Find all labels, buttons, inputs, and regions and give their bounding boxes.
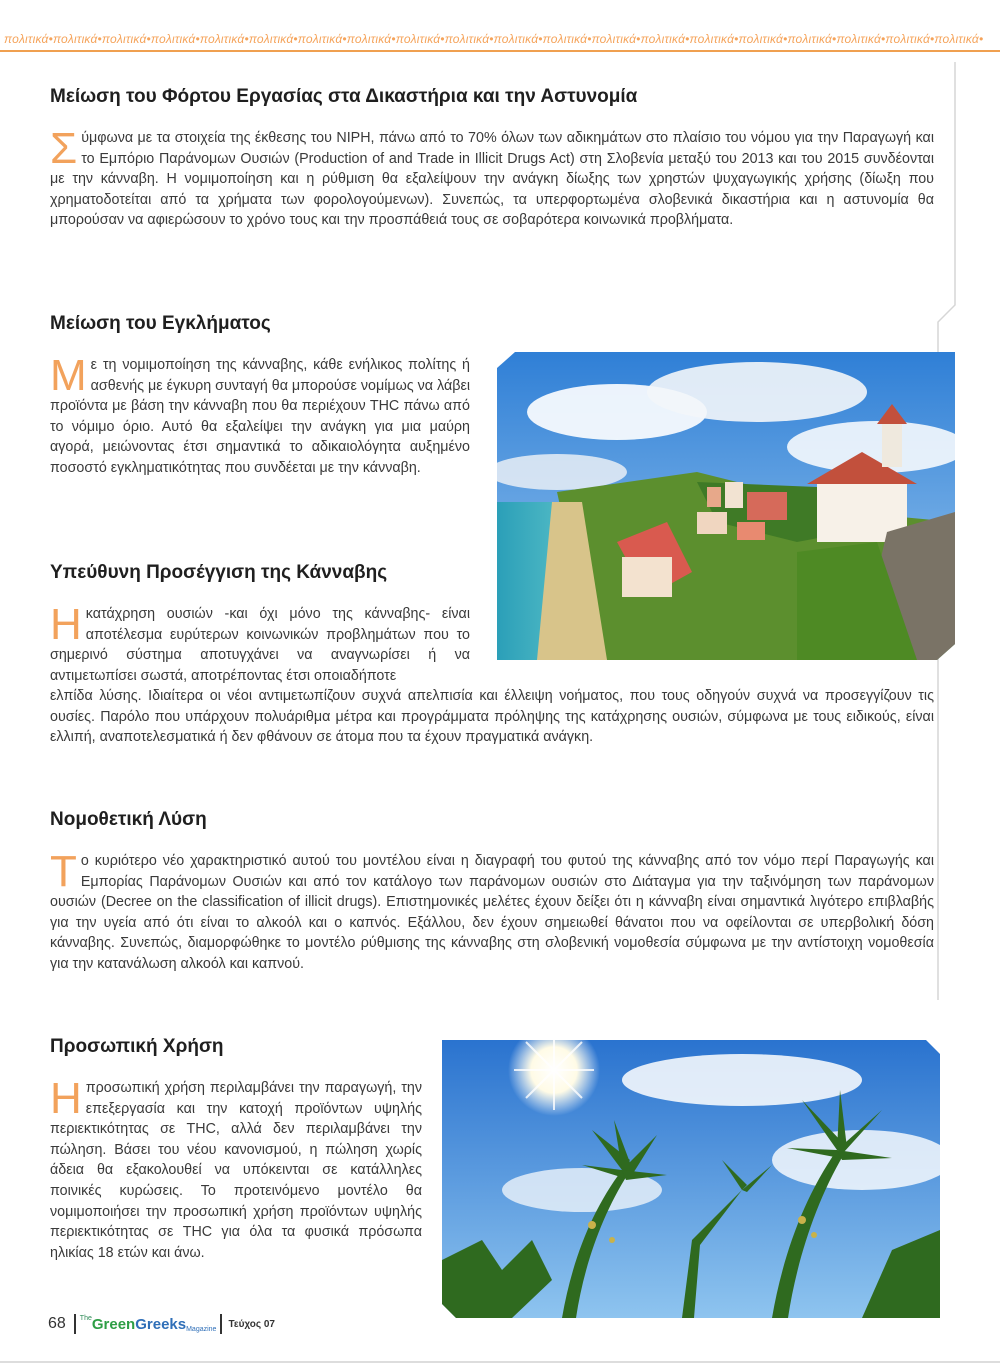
paragraph-text: ο κυριότερο νέο χαρακτηριστικό αυτού του μοντέλου είναι η διαγραφή του φυτού της κάνναβης από τον νόμο περί Παραγωγής και Εμπορίας Παράνομων Ουσιών και από τον κατάλογο των παράνομων ουσιών στο Διάταγμα για την ταξινόμηση των παράνομων ουσιών (Decree on the classification of illicit drugs). Επιστημονικές μελέτες έχουν δείξει ότι η κάνναβη είναι σημαντικά λιγότερο επιβλαβής για την υγεία από ότι είναι το αλκοόλ και ο καπνός. Εξάλλου, δεν έχουν σημειωθεί θάνατοι που να οφείλονται σε υπερβολική δόση κάνναβης. Συνεπώς, διαμορφώθηκε το μοντέλο ρύθμισης της κάνναβης στη σλοβενική νομοθεσία σύμφωνα με την αντίστοιχη νομοθεσία για την κατανάλωση αλκοόλ και καπνού. (50, 853, 934, 972)
paragraph-responsible-narrow (50, 600, 470, 686)
dropcap: Η (50, 600, 82, 649)
paragraph-text: ύμφωνα με τα στοιχεία της έκθεσης του NIPH, πάνω από το 70% όλων των αδικημάτων στο πλαίσιο του νόμου για την Παραγωγή και το Εμπόριο Παράνομων Ουσιών (Production of and Trade in Illicit Drugs Act) στη Σλοβενία μεταξύ του 2013 και του 2015 συνδέονται με την κάνναβη. Η νομιμοποίηση και η ρύθμιση θα εξαλείψουν την ανάγκη δίωξης των χρηστών ψυχαγωγικής χρήσης (δίωξη που χρηματοδοτείται από τα χρήματα των φορολογούμενων). Συνεπώς, τα υπερφορτωμένα σλοβενικά δικαστήρια και η αστυνομία θα μπορούσαν να αφιερώσουν το χρόνο τους και την προσπάθειά τους σε σοβαρότερα κοινωνικά προβλήματα. (50, 130, 934, 229)
dropcap: Σ (50, 124, 78, 173)
footer-divider (220, 1314, 222, 1334)
paragraph-legislative (50, 847, 934, 975)
paragraph-workload (50, 124, 934, 231)
dropcap: Η (50, 1074, 82, 1123)
dropcap: Μ (50, 351, 87, 400)
logo-the: The (79, 1315, 92, 1322)
paragraph-responsible-wide: ελπίδα λύσης. Ιδιαίτερα οι νέοι αντιμετωπίζουν συχνά απελπισία και έλλειψη νοήματος, που τους οδηγούν συχνά να προσεγγίζουν τις ουσίες. Παρόλο που υπάρχουν πολυάριθμα μέτρα και προγράμματα πρόληψης της κατάχρησης ουσιών, σύμφωνα με τους ειδικούς, είναι ελλιπή, αναποτελεσματικά ή δεν φθάνουν σε άτομα που τα έχουν πραγματικά ανάγκη. (50, 688, 934, 746)
paragraph-text: κατάχρηση ουσιών -και όχι μόνο της κάνναβης- είναι αποτέλεσμα ευρύτερων κοινωνικών προβλημάτων που το σημερινό σύστημα αποτυγχάνει να αναγνωρίσει ή να αντιμετωπίσει σωστά, αποτρέποντας έτσι οποιαδήποτε (50, 606, 470, 684)
issue-number: Τεύχος 07 (228, 1318, 275, 1330)
paragraph-crime (50, 351, 470, 479)
section-ticker: πολιτικά•πολιτικά•πολιτικά•πολιτικά•πολιτικά•πολιτικά•πολιτικά•πολιτικά•πολιτικά•πολιτικά•πολιτικά•πολιτικά•πολιτικά•πολιτικά•πολιτικά•πολιτικά•πολιτικά•πολιτικά•πολιτικά•πολιτικά• (4, 32, 984, 46)
page-number: 68 (48, 1315, 66, 1332)
section-title-crime: Μείωση του Εγκλήματος (50, 313, 271, 334)
footer-divider (74, 1314, 76, 1334)
section-title-legislative: Νομοθετική Λύση (50, 809, 207, 830)
cannabis-sky-photo (442, 1040, 940, 1318)
section-title-workload: Μείωση του Φόρτου Εργασίας στα Δικαστήρια και την Αστυνομία (50, 86, 638, 107)
logo-green: Green (91, 1315, 136, 1333)
section-title-responsible: Υπεύθυνη Προσέγγιση της Κάνναβης (50, 562, 388, 583)
paragraph-personal (50, 1074, 422, 1263)
logo-greeks: Greeks (135, 1315, 187, 1333)
paragraph-text: ε τη νομιμοποίηση της κάνναβης, κάθε ενήλικος πολίτης ή ασθενής με έγκυρη συνταγή θα μπορούσε νομίμως να λάβει προϊόντα με βάση την κάνναβη που θα περιέχουν THC πάνω από το νόμιμο όριο. Αυτό θα εξαλείψει την ανάγκη για μια μαύρη αγορά, μειώνοντας έτσι σημαντικά το αδικαιολόγητα αυξημένο ποσοστό εγκληματικότητας που συνδέεται με την κάνναβη. (50, 357, 470, 476)
header-rule (0, 50, 1000, 52)
header-strip (0, 0, 1000, 56)
section-title-personal: Προσωπική Χρήση (50, 1036, 224, 1057)
coastal-town-photo (497, 352, 955, 660)
logo-magazine: Magazine (186, 1326, 217, 1333)
paragraph-text: προσωπική χρήση περιλαμβάνει την παραγωγή, την επεξεργασία και την κατοχή προϊόντων υψηλής περιεκτικότητας σε THC, αλλά δεν περιλαμβάνει την πώληση. Βάσει του νέου κανονισμού, η πώληση χωρίς άδεια θα εξακολουθεί να υπόκεινται σε κατάλληλες ποινικές κυρώσεις. Το προτεινόμενο μοντέλο θα νομιμοποιήσει την προσωπική χρήση προϊόντων υψηλής περιεκτικότητας σε THC για όλα τα φυσικά πρόσωπα ηλικίας 18 ετών και άνω. (50, 1080, 422, 1261)
dropcap: Τ (50, 847, 77, 896)
page-footer (48, 1312, 275, 1336)
